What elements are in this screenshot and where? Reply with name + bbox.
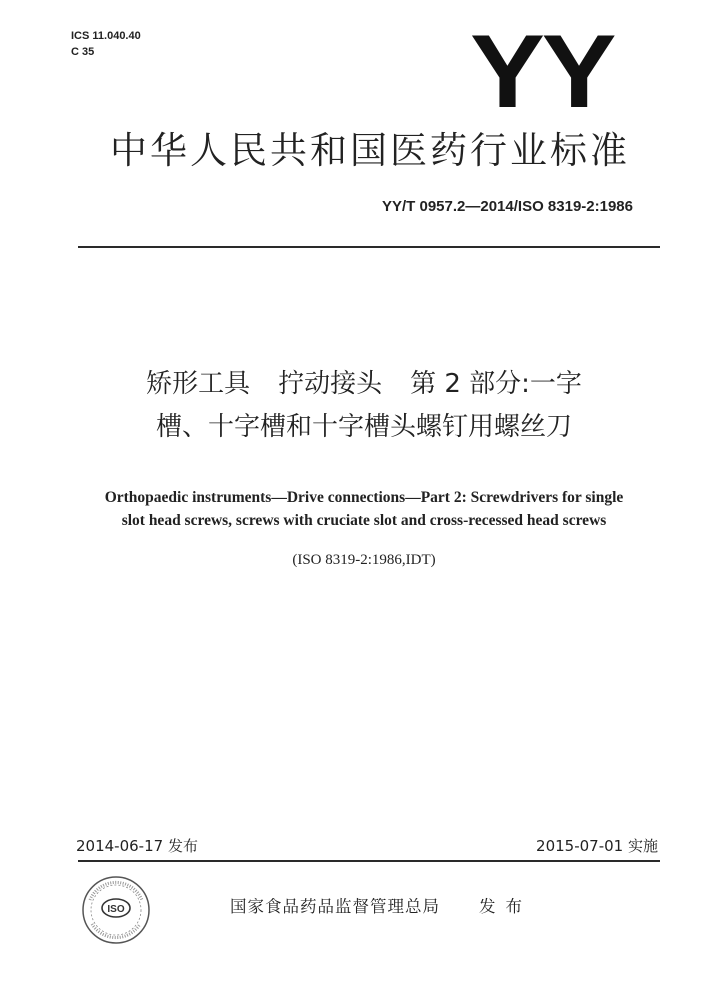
english-title-line-2: slot head screws, screws with cruciate slot and cross-recessed head screws [121,512,607,529]
stamp-symbol: ISO [107,904,125,915]
issue-date: 2014-06-17 发布 [76,837,198,855]
classification-codes [71,28,141,60]
publish-action: 发布 [479,897,532,916]
chinese-title [60,363,668,449]
english-title-line-1: Orthopaedic instruments—Drive connections—Part 2: Screwdrivers for single [104,489,624,506]
ics-code: ICS 11.040.40 [71,30,141,42]
yy-logo: YY [470,14,614,130]
publisher: 国家食品药品监督管理总局 [230,897,440,916]
chinese-title-part-1: 矫形工具 [146,369,251,399]
chinese-title-line-1 [60,363,668,406]
english-title [60,486,668,532]
chinese-title-line-2: 槽、十字槽和十字槽头螺钉用螺丝刀 [155,412,572,442]
chinese-title-part-2: 拧动接头 [278,369,383,399]
ccs-code: C 35 [71,46,95,58]
chinese-title-part-3: 第 2 部分:一字 [410,369,582,399]
organization-title: 中华人民共和国医药行业标准 [110,129,630,172]
bottom-rule [78,860,660,862]
top-rule [78,246,660,248]
implementation-date: 2015-07-01 实施 [536,837,658,855]
equivalence-note: (ISO 8319-2:1986,IDT) [292,552,436,568]
anti-counterfeit-stamp-icon [76,870,156,950]
standard-number: YY/T 0957.2—2014/ISO 8319-2:1986 [381,198,633,215]
